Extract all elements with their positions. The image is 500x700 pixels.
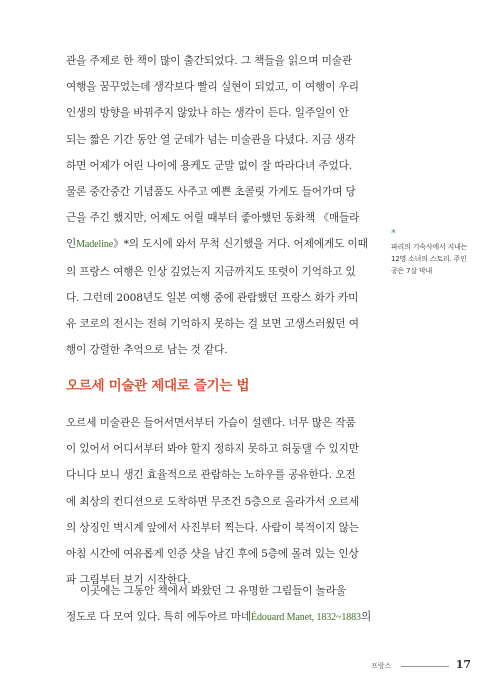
section-heading: 오르세 미술관 제대로 즐기는 법 [66, 378, 250, 394]
text-line: 관을 주제로 한 책이 많이 출간되었다. 그 책들을 읽으며 미술관 [66, 55, 353, 67]
text-line: 파 그림부터 보기 시작한다. [66, 574, 191, 587]
text-line: 유 코로의 전시는 전혀 기억하지 못하는 걸 보면 고생스러웠던 여 [66, 318, 359, 331]
text-line: 인생의 방향을 바꿔주지 않았나 하는 생각이 든다. 일주일이 안 [66, 107, 349, 120]
text-line: 다니다 보니 생긴 효율적으로 관람하는 노하우를 공유한다. 오전 [66, 469, 356, 482]
text-line: 의 프랑스 여행은 인상 깊었는지 지금까지도 또렷이 기억하고 있 [66, 265, 356, 278]
text-line: 하면 어제가 어린 나이에 용케도 군말 없이 잘 따라다녀 주었다. [66, 159, 353, 172]
text-line: 근을 주긴 했지만, 어제도 어릴 때부터 좋아했던 동화책 《매들라 [66, 212, 360, 225]
paragraph-3 [66, 578, 371, 631]
text-line: 여행을 꿈꾸었는데 생각보다 빨리 실현이 되었고, 이 여행이 우리 [66, 81, 359, 94]
text-line: 이 있어서 어디서부터 봐야 할지 정하지 못하고 허둥댈 수 있지만 [66, 443, 359, 456]
text-line: 다. 그런데 2008년도 일본 여행 중에 관람했던 프랑스 화가 카미 [66, 291, 359, 304]
paragraph-2 [66, 410, 371, 593]
text-line: 에 최상의 컨디션으로 도착하면 무조건 5층으로 올라가서 오르세 [66, 495, 359, 508]
text-line: 오르세 미술관은 들어서면서부터 가슴이 설렌다. 너무 많은 작품 [66, 417, 356, 429]
text-line: 정도로 다 모여 있다. 특히 에두아르 마네Édouard Manet, 1832~1883의 [66, 611, 371, 624]
page-footer [371, 659, 471, 673]
page-number: 17 [455, 658, 471, 671]
text-line: 의 상징인 벽시계 앞에서 사진부터 찍는다. 사람이 북적이지 않는 [66, 521, 359, 534]
text-line: 행이 강렬한 추억으로 남는 것 같다. [66, 344, 228, 357]
text-line: 아침 시간에 여유롭게 인증 샷을 남긴 후에 5층에 몰려 있는 인상 [66, 548, 359, 561]
footer-divider [401, 666, 449, 667]
text-line: 이곳에는 그동안 책에서 봐왔던 그 유명한 그림들이 놀라울 [80, 585, 347, 597]
sidenote-text: 파리의 기숙사에서 지내는 12명 소녀의 스토리. 주인공은 7살 막내 [391, 243, 468, 275]
footer-section-label: 프랑스 [371, 662, 392, 670]
sidenote [391, 229, 471, 277]
sidenote-marker: * [391, 228, 396, 239]
text-line: 되는 짧은 기간 동안 열 군데가 넘는 미술관을 다녔다. 지금 생각 [66, 133, 356, 146]
latin-term: Madeline [76, 239, 114, 251]
text-line: 인Madeline》*의 도시에 와서 무척 신기했을 거다. 어제에게도 이때 [66, 238, 368, 251]
paragraph-1 [66, 48, 371, 363]
latin-term: Édouard Manet, 1832~1883 [251, 612, 361, 624]
text-line: 물론 중간중간 기념품도 사주고 예쁜 초콜릿 가게도 들어가며 당 [66, 186, 356, 199]
